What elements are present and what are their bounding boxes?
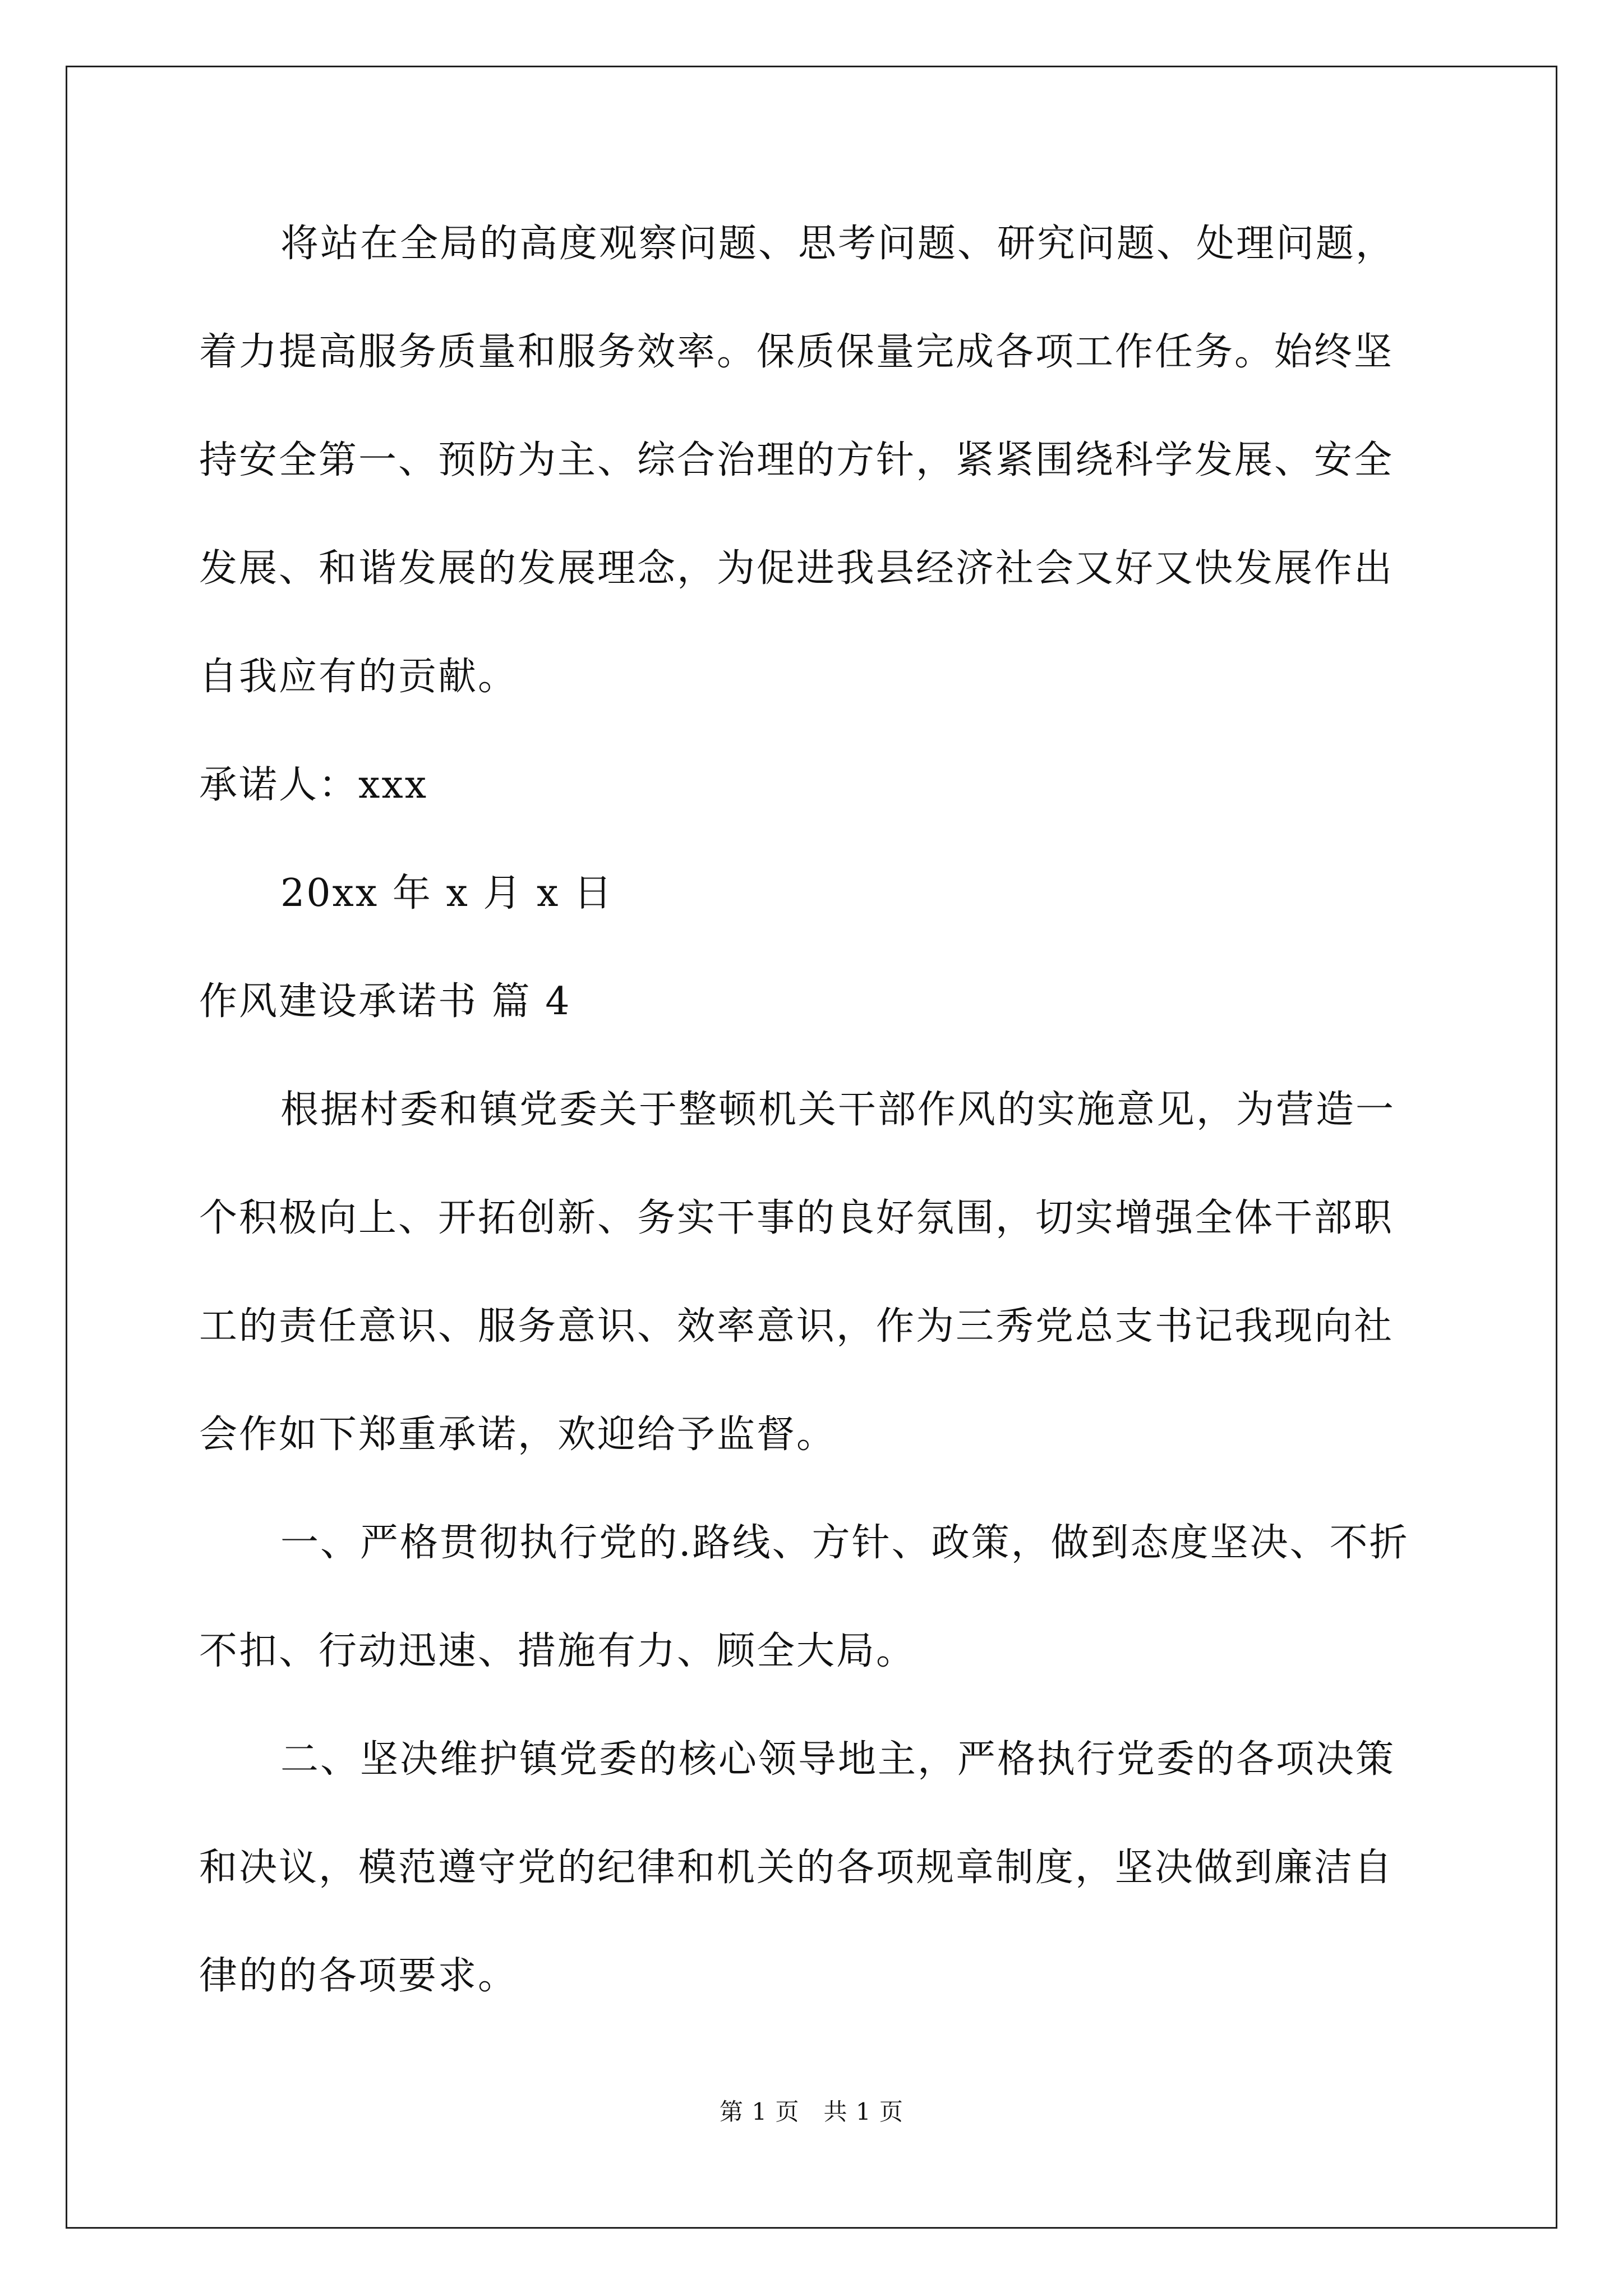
paragraph-line: 工的责任意识、服务意识、效率意识，作为三秀党总支书记我现向社 — [199, 1304, 1394, 1349]
paragraph-line: 将站在全局的高度观察问题、思考问题、研究问题、处理问题， — [280, 222, 1396, 266]
paragraph-line: 一、严格贯彻执行党的.路线、方针、政策，做到态度坚决、不折 — [280, 1521, 1409, 1565]
paragraph-line: 发展、和谐发展的发展理念，为促进我县经济社会又好又快发展作出 — [199, 546, 1394, 591]
page-border — [66, 66, 1557, 2229]
paragraph-line: 根据村委和镇党委关于整顿机关干部作风的实施意见，为营造一 — [280, 1088, 1396, 1132]
paragraph-line: 律的的各项要求。 — [199, 1954, 518, 1998]
paragraph-line: 会作如下郑重承诺，欢迎给予监督。 — [199, 1412, 837, 1457]
paragraph-line: 着力提高服务质量和服务效率。保质保量完成各项工作任务。始终坚 — [199, 330, 1394, 374]
section-title: 作风建设承诺书 篇 4 — [199, 979, 571, 1024]
paragraph-line: 个积极向上、开拓创新、务实干事的良好氛围，切实增强全体干部职 — [199, 1196, 1394, 1240]
paragraph-line: 持安全第一、预防为主、综合治理的方针，紧紧围绕科学发展、安全 — [199, 438, 1394, 482]
signatory-line: 承诺人：xxx — [199, 763, 428, 807]
page-number-footer: 第 1 页 共 1 页 — [720, 2098, 903, 2125]
paragraph-line: 自我应有的贡献。 — [199, 655, 518, 699]
paragraph-line: 二、坚决维护镇党委的核心领导地主，严格执行党委的各项决策 — [280, 1737, 1396, 1782]
date-line: 20xx 年 x 月 x 日 — [280, 871, 614, 915]
paragraph-line: 和决议，模范遵守党的纪律和机关的各项规章制度，坚决做到廉洁自 — [199, 1846, 1394, 1890]
paragraph-line: 不扣、行动迅速、措施有力、顾全大局。 — [199, 1629, 916, 1673]
